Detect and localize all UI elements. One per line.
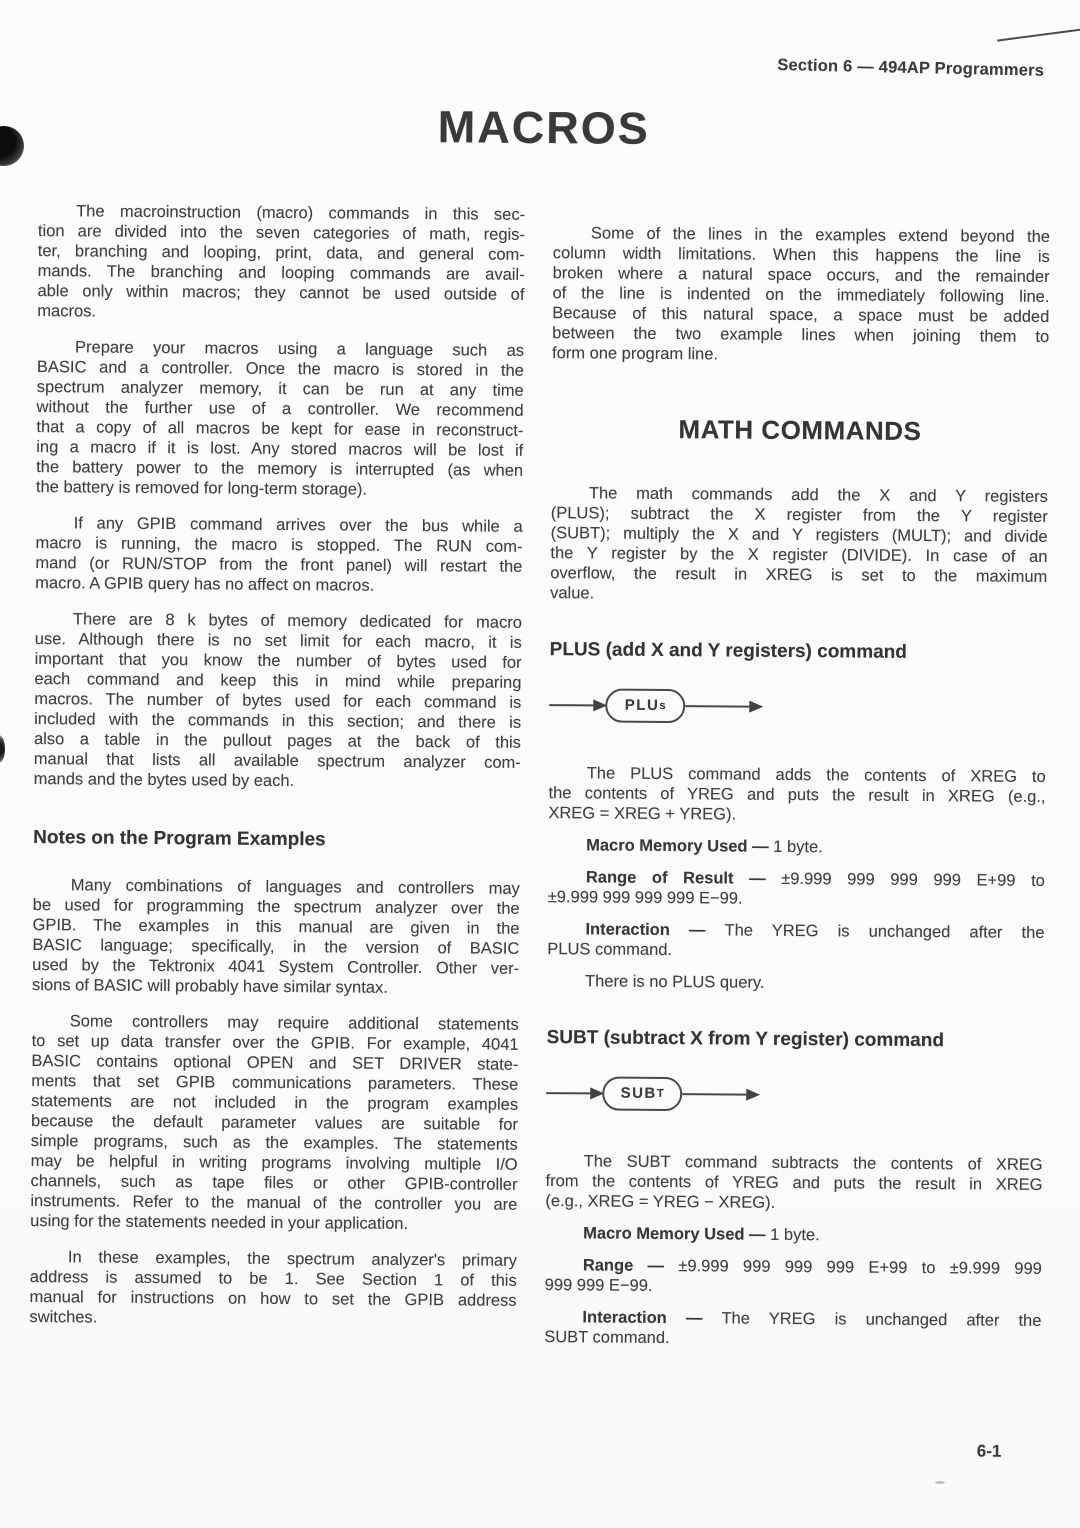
section-header: Section 6 — 494AP Programmers [777, 55, 1045, 80]
text-line: In these examples, the spectrum analyzer's primary [67, 1248, 517, 1270]
text-line: each command and keep this in mind while preparing [34, 670, 522, 692]
text-line: statements are not included in the program examples [31, 1092, 519, 1114]
right-arrow-icon [749, 701, 763, 713]
right-column [544, 205, 1050, 1363]
text-line: the contents of YREG and puts the result in XREG (e.g., [548, 784, 1046, 806]
bold-lead-text: Interaction — [582, 1308, 722, 1328]
text-line: macros. [37, 302, 97, 321]
subsection-heading: Notes on the Program Examples [33, 827, 326, 851]
page-title: MACROS [437, 101, 650, 154]
text-line: broken where a natural space occurs, and the remainder [552, 264, 1050, 286]
text-line: use. Although there is no set limit for each macro, it is [34, 630, 522, 652]
body-paragraph [34, 609, 522, 793]
scan-artifact-dot [935, 1481, 945, 1484]
text-line: to set up data transfer over the GPIB. For example, 4041 [31, 1032, 519, 1054]
body-paragraph [548, 867, 1045, 911]
body-paragraph [547, 919, 1044, 963]
text-line: (e.g., XREG = YREG − XREG). [545, 1192, 776, 1212]
body-paragraph [29, 1247, 517, 1331]
body-paragraph [37, 201, 525, 325]
body-paragraph [30, 1011, 519, 1235]
text-line: The PLUS command adds the contents of XREG to [586, 764, 1046, 786]
text-line [545, 1223, 1042, 1247]
body-paragraph [548, 835, 1045, 859]
text-line: PLUS command. [547, 940, 673, 960]
text-line: ter, branching and looping, print, data, and general com- [37, 242, 525, 264]
text-line: BASIC language; specifically, in the version of BASIC [32, 936, 520, 958]
text-line: form one program line. [551, 344, 719, 364]
railroad-command-pill [605, 689, 685, 724]
bold-lead-text: Macro Memory Used — [583, 1224, 771, 1244]
text-line: instruments. Refer to the manual of the controller you are [30, 1192, 518, 1214]
section-heading: MATH COMMANDS [678, 414, 922, 446]
text-line: Some of the lines in the examples extend beyond the [590, 224, 1051, 246]
text-line: the battery is removed for long-term storage). [35, 478, 368, 499]
text-line: BASIC and a controller. Once the macro is stored in the [36, 358, 524, 380]
pill-label: SUB [620, 1084, 657, 1102]
text-line: Prepare your macros using a language such as [74, 338, 525, 360]
body-paragraph [552, 223, 1050, 367]
railroad-exit-line [682, 1093, 746, 1096]
text-line: (SUBT); multiply the X and Y registers (MULT); and divide [550, 524, 1048, 546]
text-line: XREG = XREG + YREG). [548, 804, 737, 824]
text-line: from the contents of YREG and puts the result in XREG [545, 1172, 1043, 1194]
text-line: Because of this natural space, a space must be added [552, 304, 1050, 326]
text-line: If any GPIB command arrives over the bus while a [73, 514, 523, 536]
text-line: macro. A GPIB query has no affect on macros. [35, 574, 375, 595]
body-paragraph [545, 1151, 1042, 1215]
text-line: manual that lists all available spectrum analyzer com- [33, 750, 521, 772]
text-line: included with the commands in this section; and there is [34, 710, 522, 732]
text-line: 999 999 E−99. [544, 1276, 653, 1295]
text-line: spectrum analyzer memory, it can be run at any time [36, 378, 524, 400]
text-line: column width limitations. When this happens the line is [552, 244, 1050, 266]
text-line: There is no PLUS query. [585, 972, 765, 992]
pill-label-small: T [656, 1087, 664, 1100]
body-paragraph [36, 337, 524, 501]
text-line: ments that set GPIB communications parameters. These [31, 1072, 519, 1094]
text-line: be used for programming the spectrum analyzer over the [32, 896, 520, 918]
two-column-layout [29, 201, 1050, 1363]
left-column [29, 201, 525, 1359]
text-line: Many combinations of languages and controllers may [70, 876, 520, 898]
text-line: the Y register by the X register (DIVIDE). In case of an [550, 544, 1048, 566]
text-line: BASIC contains optional OPEN and SET DRIVER state- [31, 1052, 519, 1074]
body-paragraph [35, 513, 523, 597]
body-paragraph [545, 1255, 1042, 1299]
text-span: The YREG is unchanged after the [721, 1309, 1042, 1330]
text-line: ±9.999 999 999 999 E−99. [547, 888, 743, 908]
text-line: ing a macro if it is lost. Any stored macros will be lost if [36, 438, 524, 460]
text-span: ±9.999 999 999 999 E+99 to ±9.999 999 [678, 1257, 1042, 1278]
text-span: 1 byte. [773, 837, 823, 857]
text-line: simple programs, such as the examples. The statements [30, 1132, 518, 1154]
text-line: used by the Tektronix 4041 System Controller. Other ver- [32, 956, 520, 978]
text-line: Some controllers may require additional statements [69, 1012, 519, 1034]
text-line: that a copy of all macros be kept for ease in reconstruct- [36, 418, 524, 440]
text-line: macro is running, the macro is stopped. The RUN com- [35, 534, 523, 556]
body-paragraph [550, 483, 1048, 607]
bold-lead-text: Range of Result — [585, 868, 782, 888]
bold-lead-text: Interaction — [585, 920, 725, 940]
text-line: The SUBT command subtracts the contents of XREG [583, 1152, 1043, 1174]
text-line: able only within macros; they cannot be used outside of [37, 282, 525, 304]
text-line: sions of BASIC will probably have similar syntax. [31, 976, 388, 997]
text-line: GPIB. The examples in this manual are given in the [32, 916, 520, 938]
body-paragraph [544, 1307, 1041, 1351]
body-paragraph [548, 763, 1045, 827]
subsection-heading: PLUS (add X and Y registers) command [549, 639, 908, 663]
railroad-command-pill [602, 1077, 682, 1112]
text-line: tion are divided into the seven categories of math, regis- [37, 222, 526, 244]
text-line: mands and the bytes used by each. [33, 770, 295, 791]
text-span: ±9.999 999 999 999 E+99 to [781, 869, 1045, 890]
text-line: without the further use of a controller. We recommend [36, 398, 524, 420]
text-line: overflow, the result in XREG is set to the maximum [550, 564, 1048, 586]
text-line: value. [550, 584, 595, 603]
text-line: also a table in the pullout pages at the back of this [33, 730, 522, 752]
text-line: mand (or RUN/STOP from the front panel) will restart the [35, 554, 523, 576]
railroad-entry-line [546, 1092, 590, 1095]
text-line: SUBT command. [544, 1328, 670, 1348]
bold-lead-text: Range — [582, 1256, 679, 1276]
text-line: because the default parameter values are suitable for [30, 1112, 519, 1134]
text-line: mands. The branching and looping commands are avail- [37, 262, 525, 284]
text-line: important that you know the number of bytes used for [34, 650, 522, 672]
bold-lead-text: Macro Memory Used — [586, 836, 774, 856]
text-line: between the two example lines when joining them to [552, 324, 1050, 346]
right-arrow-icon [746, 1089, 760, 1101]
text-line: of the line is indented on the immediately following line. [552, 284, 1050, 306]
text-line: may be helpful in writing programs involving multiple I/O [30, 1152, 518, 1174]
railroad-exit-line [685, 705, 749, 708]
pill-label-small: s [659, 699, 666, 712]
pill-label: PLU [624, 696, 660, 714]
railroad-diagram [549, 687, 1046, 727]
text-line: There are 8 k bytes of memory dedicated for macro [72, 610, 522, 632]
text-line: channels, such as tape files or other GPIB-controller [30, 1172, 518, 1194]
text-line: The macroinstruction (macro) commands in this sec- [76, 202, 526, 224]
body-paragraph [32, 875, 520, 999]
body-paragraph [547, 971, 1044, 995]
text-span: The YREG is unchanged after the [724, 921, 1045, 942]
text-line [548, 835, 1045, 859]
text-line: The math commands add the X and Y registers [588, 484, 1048, 506]
body-paragraph [545, 1223, 1042, 1247]
railroad-entry-line [549, 704, 593, 707]
page-number: 6-1 [976, 1441, 1002, 1461]
railroad-diagram [546, 1075, 1043, 1115]
text-line: using for the statements needed in your application. [30, 1212, 409, 1233]
text-line: the battery power to the memory is interrupted (as when [36, 458, 524, 480]
text-line: (PLUS); subtract the X register from the Y register [550, 504, 1048, 526]
text-line: manual for instructions on how to set the GPIB address [29, 1288, 517, 1310]
text-line: macros. The number of bytes used for each command is [34, 690, 522, 712]
subsection-heading: SUBT (subtract X from Y register) command [546, 1027, 945, 1052]
text-span: 1 byte. [770, 1225, 820, 1245]
text-line: address is assumed to be 1. See Section 1 of this [29, 1268, 517, 1290]
text-line: switches. [29, 1308, 98, 1327]
